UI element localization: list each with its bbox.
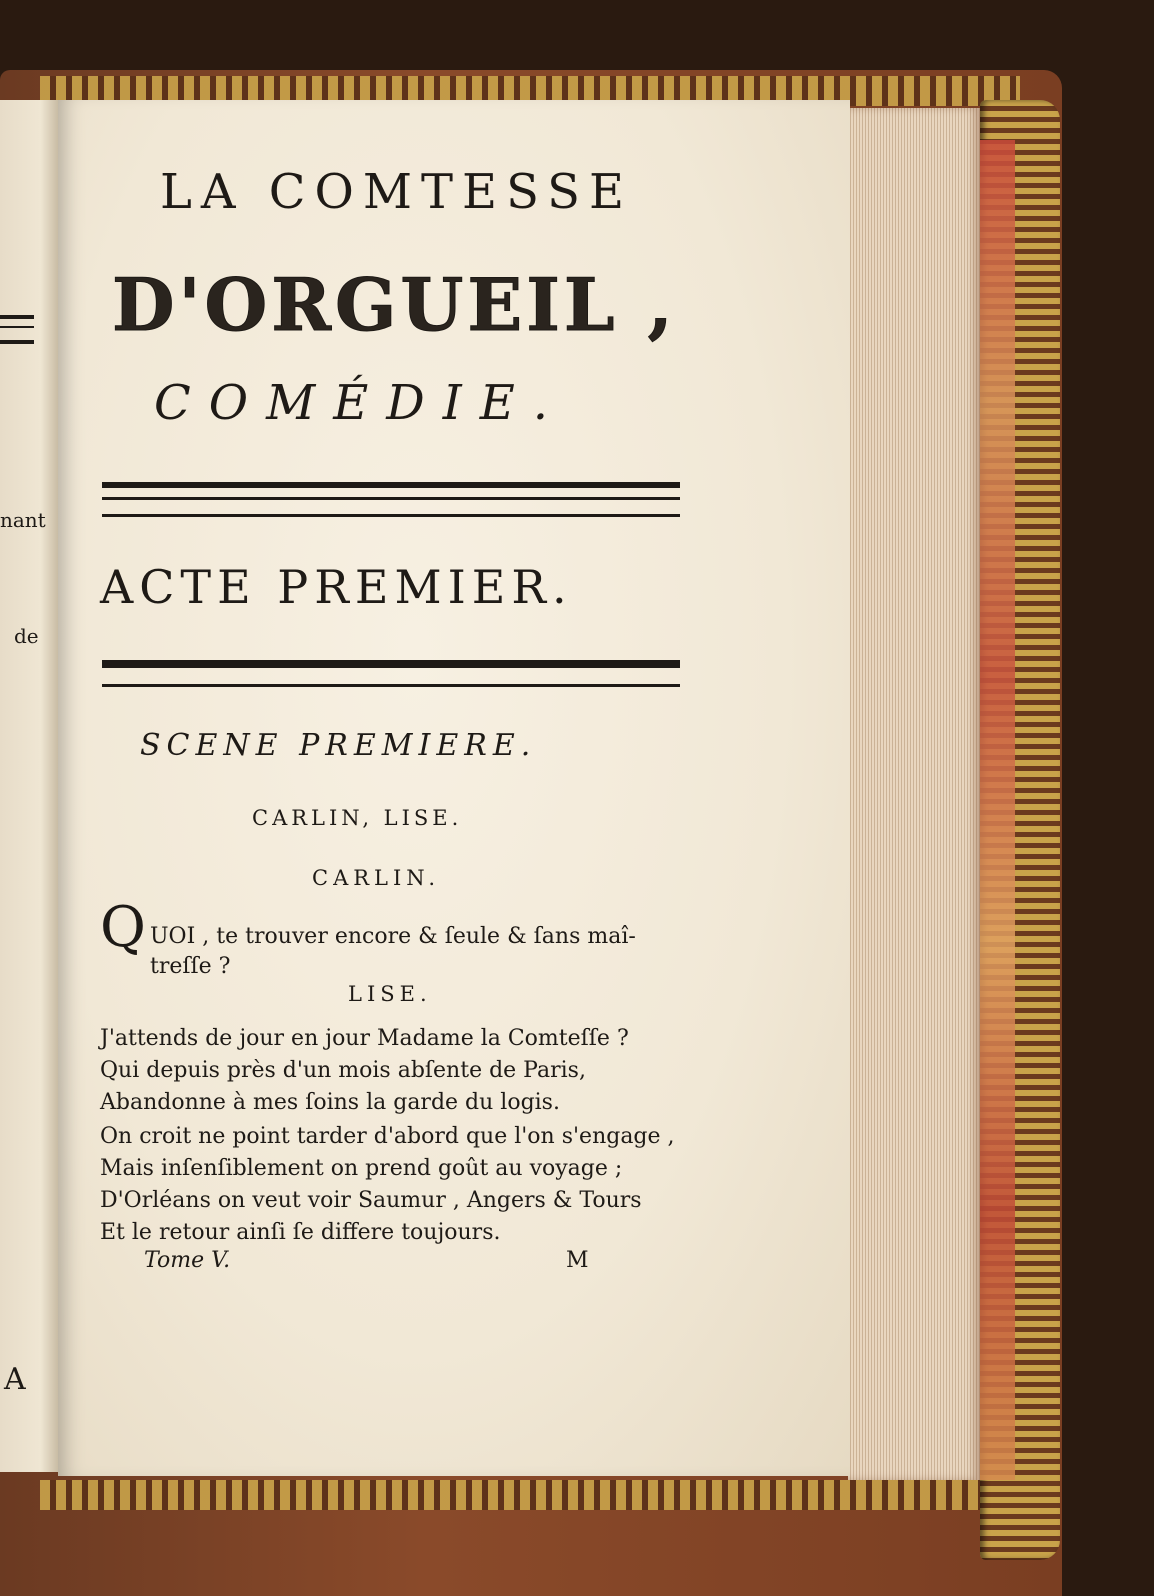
left-page [0,100,58,1472]
verse-line: Et le retour ainſi ſe differe toujours. [100,1220,501,1245]
verse-line: J'attends de jour en jour Madame la Comteſſe ? [100,1026,629,1051]
double-rule [102,482,680,488]
speaker-name: CARLIN. [312,866,440,890]
title-line-3: COMÉDIE. [154,375,567,431]
verse-line: D'Orléans on veut voir Saumur , Angers & Tours [100,1188,642,1213]
title-line-2: D'ORGUEIL , [112,262,677,347]
verse-line: Abandonne à mes ſoins la garde du logis. [100,1090,560,1115]
left-page-signature: A [4,1362,26,1397]
double-rule [102,660,680,668]
double-rule [102,514,680,517]
characters-list: CARLIN, LISE. [252,806,463,830]
speaker-name: LISE. [348,982,432,1006]
signature-mark: M [566,1248,589,1273]
left-page-fragment: nant [0,508,46,532]
left-page-fragment: de [14,624,39,648]
act-heading: ACTE PREMIER. [100,560,573,614]
volume-label: Tome V. [144,1248,231,1273]
scene-heading: SCENE PREMIERE. [140,728,537,763]
bottom-gilt-edge [40,1480,1020,1510]
left-page-rule [0,326,34,328]
marbled-edge [975,140,1015,1480]
drop-cap: Q [100,895,146,960]
double-rule [102,497,680,500]
speech-line: treſſe ? [150,954,231,979]
verse-line: Qui depuis près d'un mois abſente de Paris, [100,1058,586,1083]
verse-line: Mais inſenſiblement on prend goût au voyage ; [100,1156,623,1181]
left-page-rule [0,340,34,344]
page-block-edge [848,108,980,1480]
speech-line: UOI , te trouver encore & ſeule & ſans maî- [150,924,636,949]
left-page-rule [0,315,34,319]
verse-line: On croit ne point tarder d'abord que l'on s'engage , [100,1124,675,1149]
double-rule [102,684,680,687]
title-line-1: LA COMTESSE [160,164,634,220]
